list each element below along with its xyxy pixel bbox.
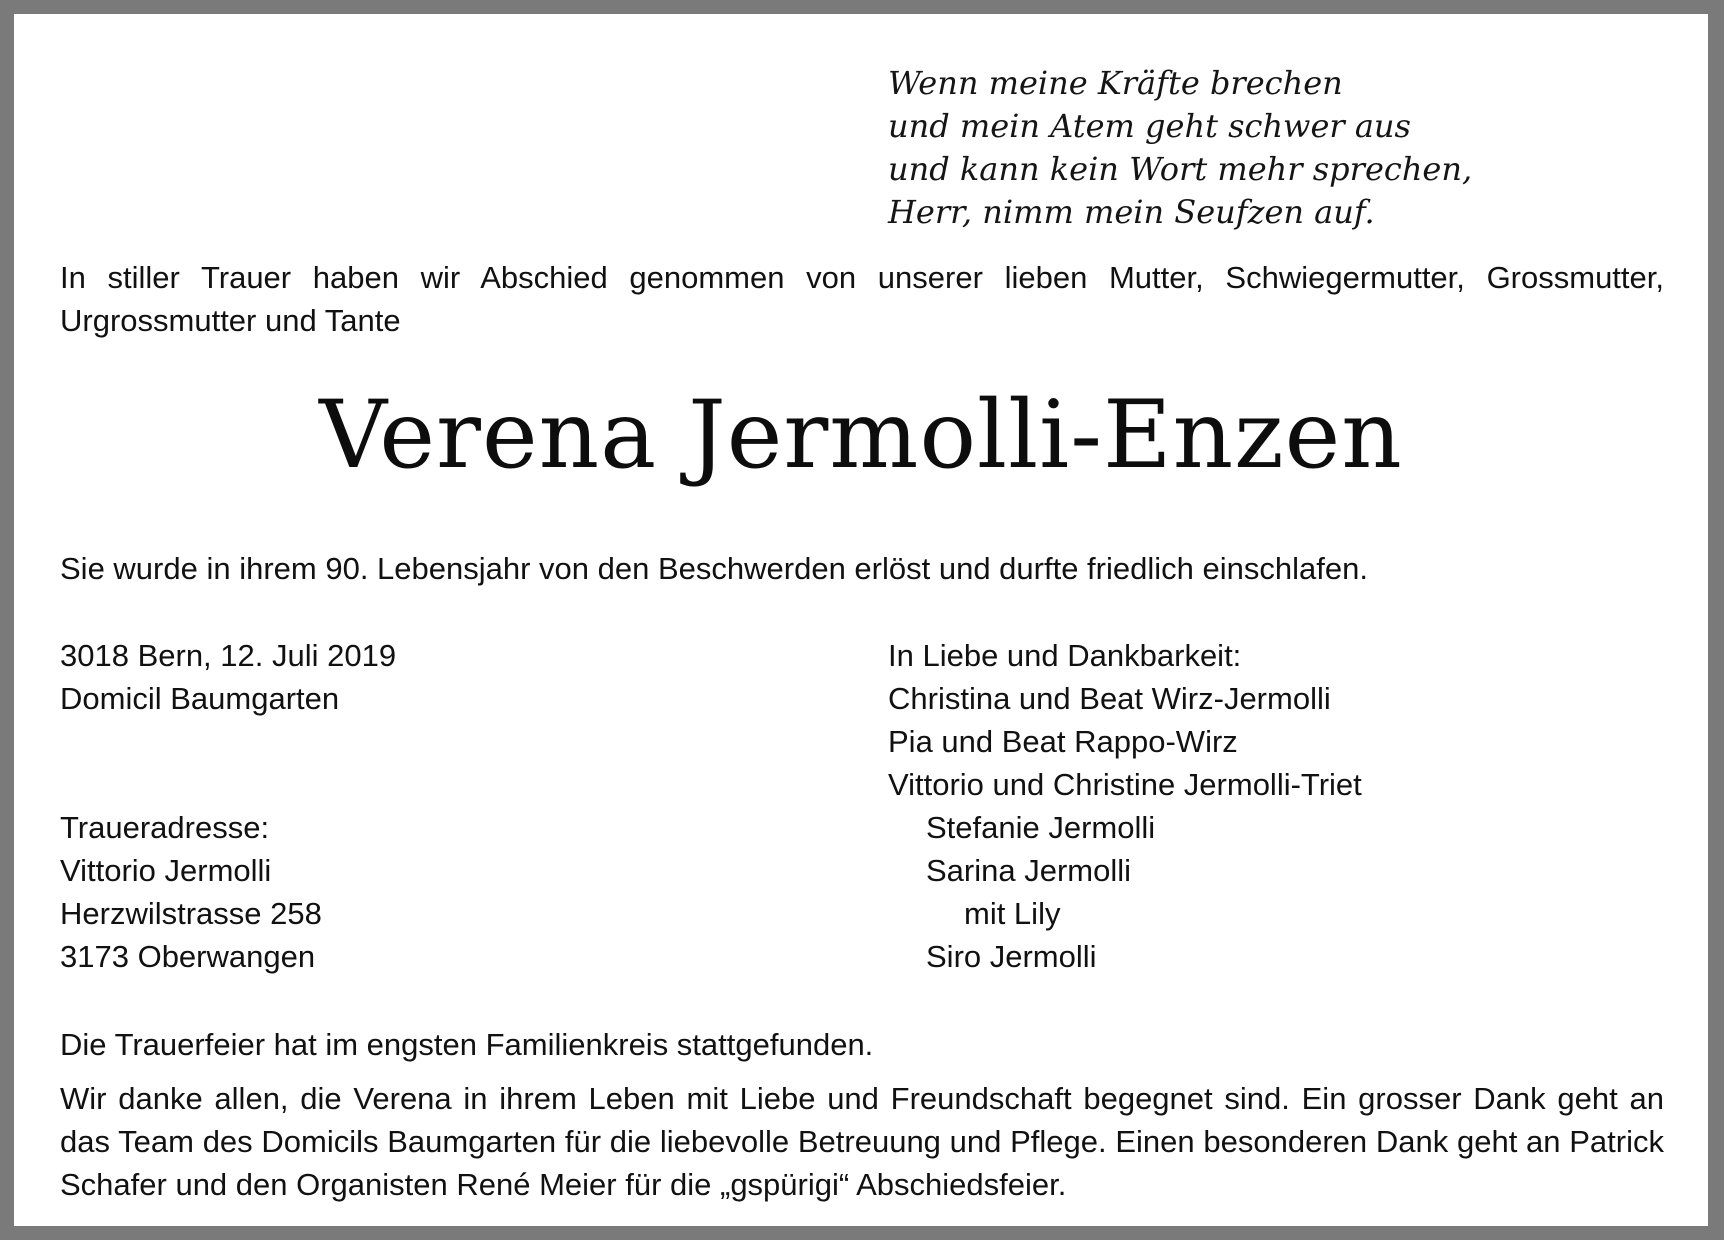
poem-line: und kann kein Wort mehr sprechen, <box>888 150 1473 188</box>
family-member: Stefanie Jermolli <box>926 810 1156 845</box>
poem-line: und mein Atem geht schwer aus <box>888 107 1411 145</box>
deceased-name: Verena Jermolli-Enzen <box>319 381 1403 490</box>
family-member: Christina und Beat Wirz-Jermolli <box>888 681 1331 716</box>
family-member: Vittorio und Christine Jermolli-Triet <box>888 767 1362 802</box>
poem-line: Wenn meine Kräfte brechen <box>888 64 1343 102</box>
family-column <box>888 634 1362 978</box>
mourning-address-city: 3173 Oberwangen <box>60 939 316 974</box>
left-column <box>60 634 396 978</box>
ceremony-text: Die Trauerfeier hat im engsten Familienkreis stattgefunden. <box>60 1027 874 1062</box>
spacer <box>60 720 396 806</box>
mourning-address-name: Vittorio Jermolli <box>60 853 272 888</box>
obituary-page <box>14 14 1708 1226</box>
family-heading: In Liebe und Dankbarkeit: <box>888 638 1242 673</box>
poem-line: Herr, nimm mein Seufzen auf. <box>888 193 1375 231</box>
place-date: 3018 Bern, 12. Juli 2019 <box>60 638 397 673</box>
mourning-address-label: Traueradresse: <box>60 810 270 845</box>
family-member: Sarina Jermolli <box>926 853 1132 888</box>
poem <box>888 62 1472 234</box>
family-member: Pia und Beat Rappo-Wirz <box>888 724 1238 759</box>
family-member: mit Lily <box>964 896 1061 931</box>
intro-text: In stiller Trauer haben wir Abschied genommen von unserer lieben Mutter, Schwiegermutter, Grossmutter, Urgrossmutter und Tante <box>60 260 1664 338</box>
mourning-address-street: Herzwilstrasse 258 <box>60 896 322 931</box>
place-location: Domicil Baumgarten <box>60 681 340 716</box>
family-member: Siro Jermolli <box>926 939 1097 974</box>
thanks-text: Wir danke allen, die Verena in ihrem Leben mit Liebe und Freundschaft begegnet sind. Ein grosser Dank geht an das Team des Domicils Baumgarten für die liebevolle Betreuung und Pflege. Einen besonderen Dank geht an Patrick Schafer und den Organisten René Meier für die „gspürigi“ Abschiedsfeier. <box>60 1081 1664 1202</box>
released-text: Sie wurde in ihrem 90. Lebensjahr von den Beschwerden erlöst und durfte friedlich einschlafen. <box>60 551 1368 586</box>
